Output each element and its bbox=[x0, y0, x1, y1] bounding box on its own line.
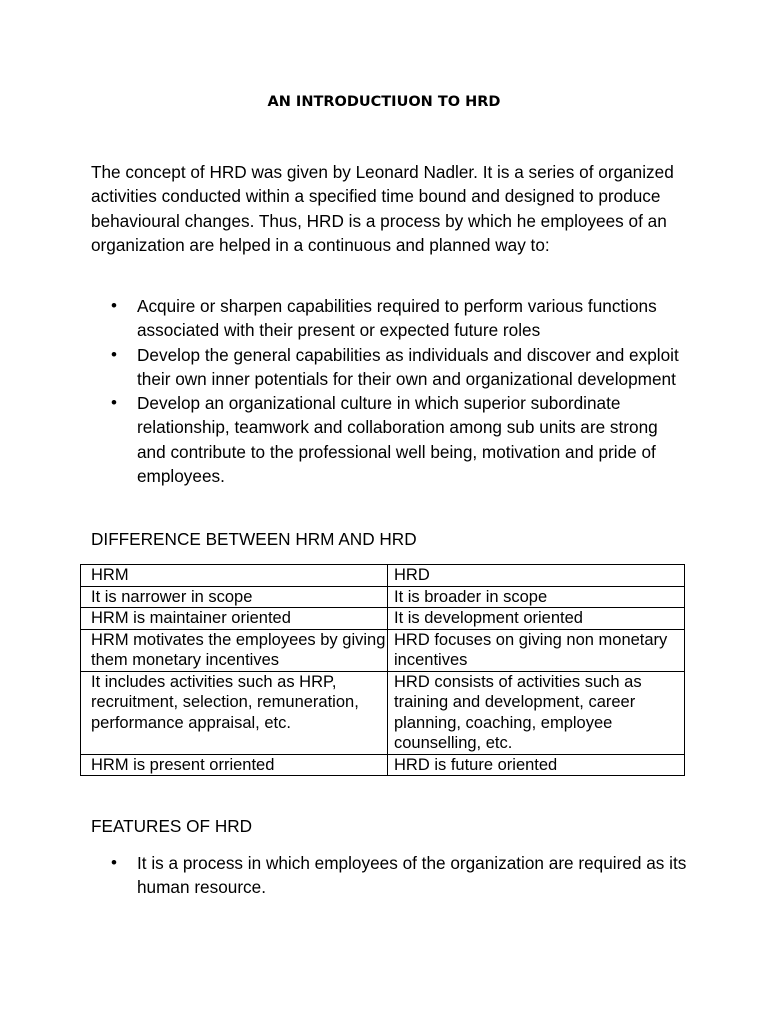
table-cell: It is narrower in scope bbox=[81, 586, 388, 608]
bullet-icon: • bbox=[111, 853, 117, 872]
list-item bbox=[91, 294, 691, 343]
bullet-icon: • bbox=[111, 344, 117, 364]
table-row bbox=[81, 608, 685, 630]
list-item-text: Develop an organizational culture in which superior subordinate relationship, teamwork and collaboration among sub units are strong and contribute to the professional well being, motivation and pride of employees. bbox=[137, 393, 658, 487]
hrm-hrd-table bbox=[80, 564, 685, 776]
table-cell: HRD focuses on giving non monetary incentives bbox=[388, 629, 685, 671]
list-item bbox=[91, 391, 691, 488]
difference-heading: DIFFERENCE BETWEEN HRM AND HRD bbox=[91, 529, 417, 549]
list-item bbox=[91, 851, 691, 900]
table-cell: HRD consists of activities such as training and development, career planning, coaching, employee counselling, etc. bbox=[388, 671, 685, 754]
table-row bbox=[81, 754, 685, 776]
features-list bbox=[91, 851, 691, 900]
table-cell: HRD is future oriented bbox=[388, 754, 685, 776]
list-item-text: Develop the general capabilities as individuals and discover and exploit their own inner potentials for their own and organizational development bbox=[137, 344, 679, 389]
table-cell: HRM motivates the employees by giving them monetary incentives bbox=[81, 629, 388, 671]
bullet-icon: • bbox=[111, 296, 117, 315]
table-row bbox=[81, 565, 685, 587]
table-cell: It includes activities such as HRP, recruitment, selection, remuneration, performance appraisal, etc. bbox=[81, 671, 388, 754]
intro-paragraph: The concept of HRD was given by Leonard Nadler. It is a series of organized activities conducted within a specified time bound and designed to produce behavioural changes. Thus, HRD is a process by which he employees of an organization are helped in a continuous and planned way to: bbox=[91, 162, 674, 255]
features-heading: FEATURES OF HRD bbox=[91, 816, 253, 836]
table-cell: HRD bbox=[388, 565, 685, 587]
list-item-text: Acquire or sharpen capabilities required to perform various functions associated with their present or expected future roles bbox=[137, 296, 657, 341]
table-row bbox=[81, 629, 685, 671]
table-cell: HRM is maintainer oriented bbox=[81, 608, 388, 630]
table-row bbox=[81, 586, 685, 608]
table-cell: HRM is present orriented bbox=[81, 754, 388, 776]
table-cell: It is broader in scope bbox=[388, 586, 685, 608]
table-row bbox=[81, 671, 685, 754]
table-cell: It is development oriented bbox=[388, 608, 685, 630]
capabilities-list bbox=[91, 294, 691, 488]
bullet-icon: • bbox=[111, 393, 117, 413]
list-item-text: It is a process in which employees of the organization are required as its human resource. bbox=[137, 853, 687, 898]
document-title: AN INTRODUCTIUON TO HRD bbox=[267, 94, 501, 110]
table-cell: HRM bbox=[81, 565, 388, 587]
list-item bbox=[91, 343, 691, 392]
